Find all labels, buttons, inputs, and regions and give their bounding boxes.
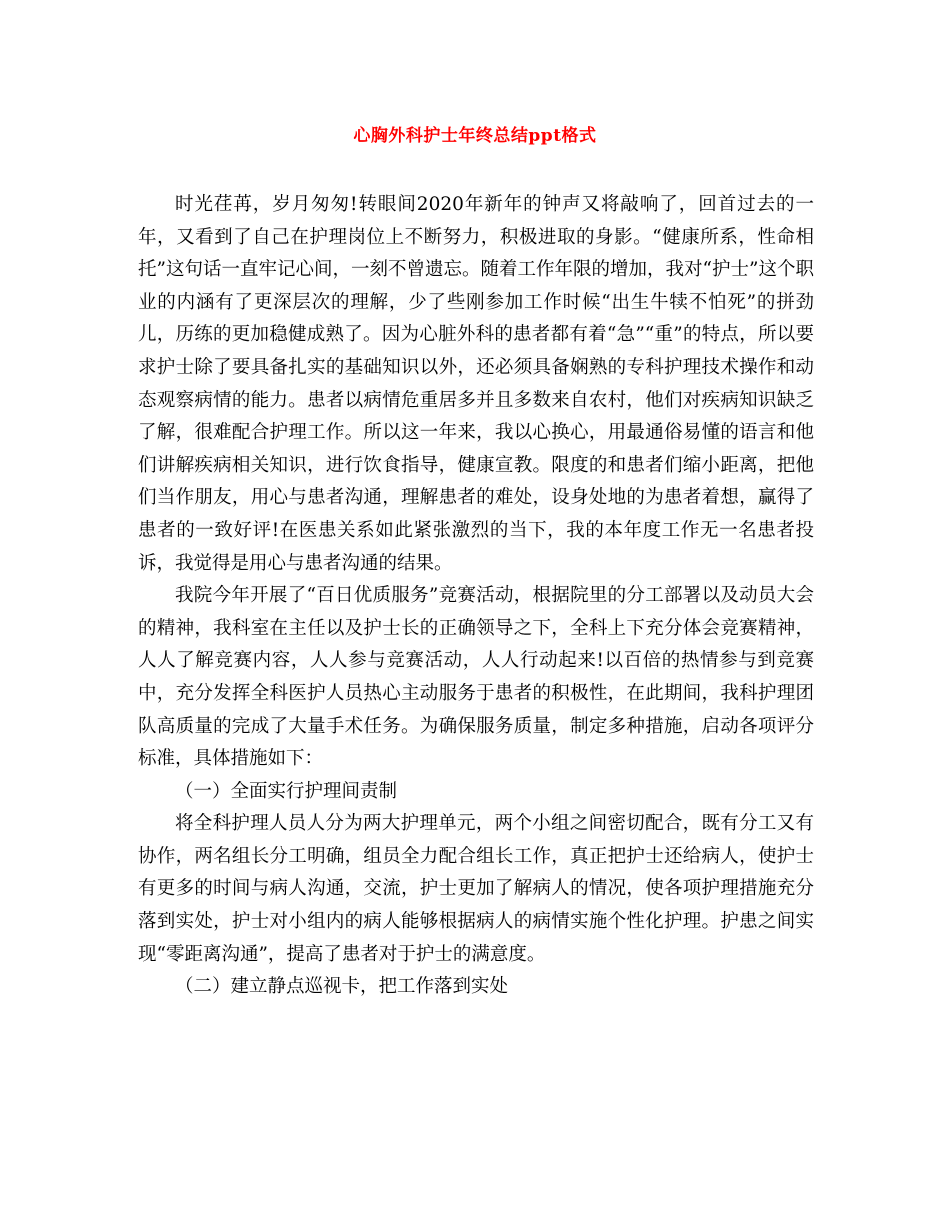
section-heading-1: （一）全面实行护理间责制 <box>175 780 398 802</box>
document-title: 心胸外科护士年终总结ppt格式 <box>353 126 597 146</box>
paragraph-nursing-units: 将全科护理人员人分为两大护理单元，两个小组之间密切配合，既有分工又有协作，两名组长分工明确，组员全力配合组长工作，真正把护士还给病人，使护士有更多的时间与病人沟通，交流，护士更加了解病人的情况，使各项护理措施充分落到实处，护士对小组内的病人能够根据病人的病情实施个性化护理。护患之间实现“零距离沟通”，提高了患者对于护士的满意度。 <box>138 813 814 965</box>
paragraph-competition: 我院今年开展了“百日优质服务”竞赛活动，根据院里的分工部署以及动员大会的精神，我科室在主任以及护士长的正确领导之下，全科上下充分体会竞赛精神，人人了解竞赛内容，人人参与竞赛活动，人人行动起来!以百倍的热情参与到竞赛中，充分发挥全科医护人员热心主动服务于患者的积极性，在此期间，我科护理团队高质量的完成了大量手术任务。为确保服务质量，制定多种措施，启动各项评分标准，具体措施如下： <box>138 585 814 770</box>
section-heading-2: （二）建立静点巡视卡，把工作落到实处 <box>175 976 509 998</box>
paragraph-intro: 时光荏苒，岁月匆匆!转眼间2020年新年的钟声又将敲响了，回首过去的一年，又看到了自己在护理岗位上不断努力，积极进取的身影。“健康所系，性命相托”这句话一直牢记心间，一刻不曾遗忘。随着工作年限的增加，我对“护士”这个职业的内涵有了更深层次的理解，少了些刚参加工作时候“出生牛犊不怕死”的拼劲儿，历练的更加稳健成熟了。因为心脏外科的患者都有着“急”“重”的特点，所以要求护士除了要具备扎实的基础知识以外，还必须具备娴熟的专科护理技术操作和动态观察病情的能力。患者以病情危重居多并且多数来自农村，他们对疾病知识缺乏了解，很难配合护理工作。所以这一年来，我以心换心，用最通俗易懂的语言和他们讲解疾病相关知识，进行饮食指导，健康宣教。限度的和患者们缩小距离，把他们当作朋友，用心与患者沟通，理解患者的难处，设身处地的为患者着想，赢得了患者的一致好评!在医患关系如此紧张激烈的当下，我的本年度工作无一名患者投诉，我觉得是用心与患者沟通的结果。 <box>138 194 815 574</box>
document-body <box>138 189 814 1004</box>
